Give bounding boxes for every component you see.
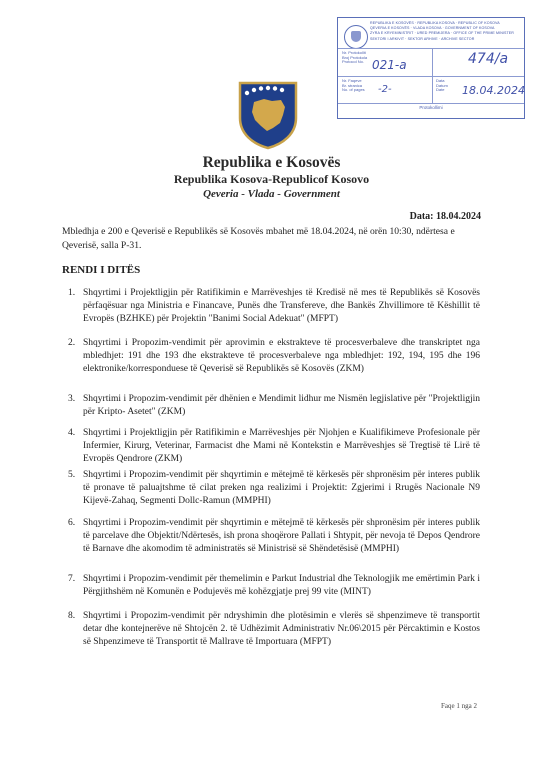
page-number: Faqe 1 nga 2 (441, 702, 477, 710)
agenda-item (62, 337, 480, 377)
agenda-item-text: Shqyrtimi i Projektligjin për Ratifikimin e Marrëveshjes të Kredisë në mes të Republikës së Kosovës përfaqësuar nga Ministria e Financave, Punës dhe Transfereve, dhe Bankës Zhvillimore të Këshillit të Evropës (BZHKE) për Projektin "Banimi Social Adekuat" (MFPT) (83, 288, 480, 325)
stamp-line: QEVERIA E KOSOVËS · VLADA KOSOVA · GOVERNMENT OF KOSOVA (370, 26, 495, 31)
meeting-intro: Mbledhja e 200 e Qeverisë e Republikës së Kosovës mbahet më 18.04.2024, në orën 10:30, ndërtesa e Qeverisë, salla P-31. (62, 226, 455, 251)
agenda-item (62, 469, 480, 509)
agenda-item (62, 610, 480, 650)
agenda-item-text: Shqyrtimi i Propozim-vendimit për ndryshimin dhe plotësimin e vlerës së shpenzimeve të transportit detar dhe kontejnerëve në Shtojcën 2. të Udhëzimit Administrativ Nr.06\2015 për Përcaktimin e Kostos së Shpenzimeve të Transportit të Mallrave të Importuara (MFPT) (83, 611, 480, 648)
agenda-item-text: Shqyrtimi i Propozim-vendimit për aprovimin e ekstrakteve të procesverbaleve dhe transkriptet nga mbledhjet: 191 dhe 193 dhe ekstrakteve të procesverbaleve nga mbledhjet: 192, 194, 195 dhe 196 elektronike/korresponduese të Qeverisë së Republikës së Kosovës (ZKM) (83, 338, 480, 375)
stamp-footer: Protokollimi (419, 105, 443, 110)
agenda-item-number: 6. (68, 518, 76, 528)
agenda-item-number: 8. (68, 611, 76, 621)
agenda-item-number: 4. (68, 428, 76, 438)
stamp-pages-label: Nr. Faqeve Br. stranica No. of pages (342, 78, 365, 93)
stamp-protocol-value: 021-a (372, 58, 407, 72)
stamp-header-text (370, 21, 520, 42)
kosovo-coat-of-arms-icon (237, 80, 299, 150)
stamp-date-value: 18.04.2024 (462, 84, 525, 97)
agenda-item-text: Shqyrtimi i Propozim-vendimit për shqyrtimin e mëtejmë të kërkesës për shpronësim për interes publik të parcelave dhe Objektit/Ndërtesës, ish prona shoqërore Pallati i Shtypit, për nevoja të Depos Qendrore të Barnave dhe akomodim të administratës së Ministrisë së Shëndetësisë (MMPHI) (83, 518, 480, 555)
agenda-item-number: 3. (68, 394, 76, 404)
agenda-heading: RENDI I DITËS (62, 264, 141, 276)
agenda-item-text: Shqyrtimi i Projektligjin për Ratifikimin e Marrëveshjes për Njohjen e Kualifikimeve Profesionale për Infermier, Kirurg, Veterinar, Farmacist dhe Mami në Kontekstin e Marrëveshjes së Tregtisë të Lirë të Evropës Qendrore (ZKM) (83, 428, 480, 465)
stamp-seal-icon (344, 25, 368, 49)
stamp-protocol-label: Nr. Protokollit Broj Protokola Protocol No. (342, 50, 368, 65)
agenda-item-number: 7. (68, 574, 76, 584)
document-date: Data: 18.04.2024 (409, 211, 481, 222)
stamp-pages-value: -2- (378, 84, 392, 95)
stamp-protocol-right-value: 474/a (468, 51, 509, 67)
registry-stamp (337, 17, 525, 119)
agenda-item (62, 287, 480, 327)
government-title: Qeveria - Vlada - Government (203, 188, 340, 200)
stamp-divider (338, 76, 524, 77)
agenda-item-number: 5. (68, 470, 76, 480)
agenda-item-text: Shqyrtimi i Propozim-vendimit për shqyrtimin e mëtejmë të kërkesës për shpronësim për interes publik të pronave të paluajtshme të cilat preken nga realizimi i Projektit: Zgjerimi i Rrugës Nacionale N9 Kijevë-Zahaq, Segmenti Dollc-Ramun (MMPHI) (83, 470, 480, 507)
agenda-item (62, 393, 480, 419)
stamp-divider (338, 103, 524, 104)
republic-multilingual-title: Republika Kosova-Republicof Kosovo (173, 172, 370, 186)
agenda-item-number: 2. (68, 338, 76, 348)
stamp-line: SEKTORI I ARKIVIT · SEKTOR ARHIVE · ARCHIVE SECTOR (370, 36, 475, 41)
stamp-divider (338, 48, 524, 49)
stamp-date-label: Data Datum Date (436, 78, 448, 93)
agenda-item-text: Shqyrtimi i Propozim-vendimit për dhënien e Mendimit lidhur me Nismën legjislative për "Projektligjin për Kripto- Asetet" (ZKM) (83, 394, 480, 418)
stamp-line: REPUBLIKA E KOSOVËS · REPUBLIKA KOSOVA · REPUBLIC OF KOSOVA (370, 21, 500, 25)
agenda-item (62, 427, 480, 467)
agenda-item-text: Shqyrtimi i Propozim-vendimit për themelimin e Parkut Industrial dhe Teknologjik me emërtimin Park i Përgjithshëm në Komunën e Podujevës më kohëzgjatje prej 99 vite (MINT) (83, 574, 480, 598)
republic-title: Republika e Kosovës (202, 154, 341, 171)
stamp-line: ZYRA E KRYEMINISTRIT · URED PREMIJERA · OFFICE OF THE PRIME MINISTER (370, 31, 514, 36)
agenda-item-number: 1. (68, 288, 76, 298)
agenda-item (62, 573, 480, 599)
agenda-item (62, 517, 480, 557)
stamp-header (342, 21, 520, 48)
